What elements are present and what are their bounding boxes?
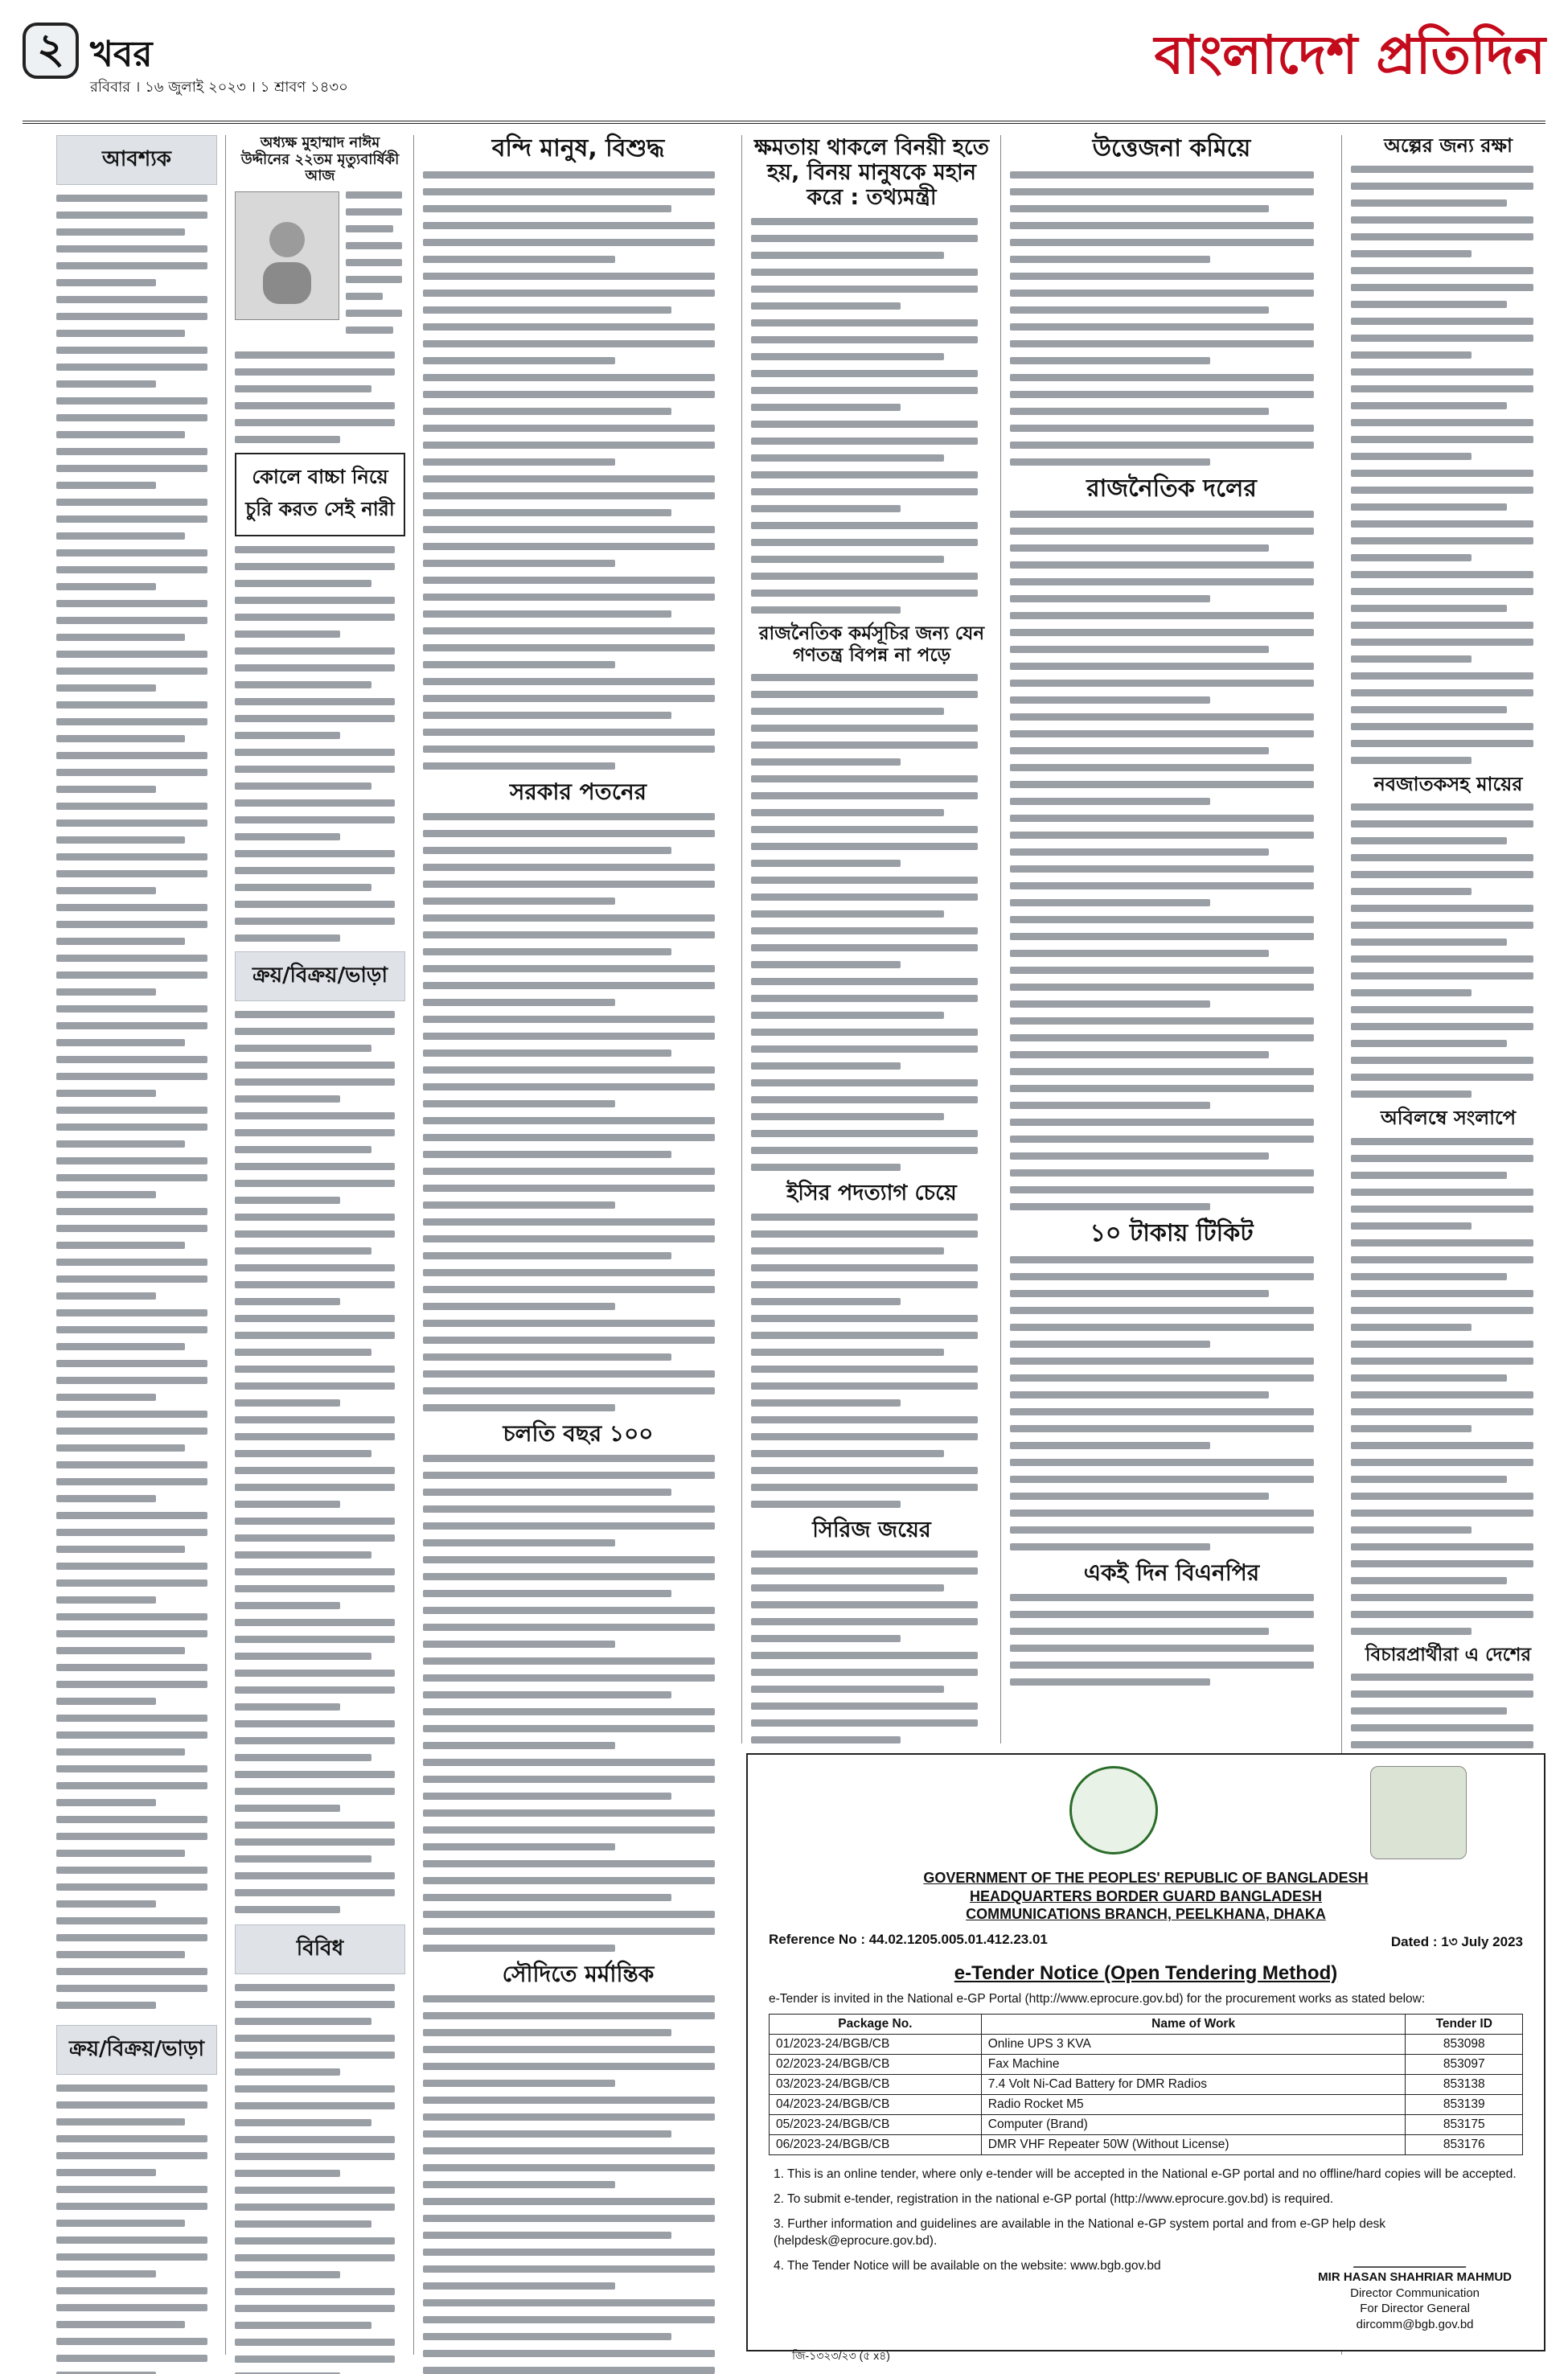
work-name: Fax Machine (981, 2055, 1406, 2075)
column-2 (235, 135, 405, 2374)
signatory-title: Director Communication (1350, 2286, 1480, 2300)
signature-block (1318, 2236, 1512, 2332)
tender-id: 853176 (1406, 2135, 1523, 2155)
reference-number: Reference No : 44.02.1205.005.01.412.23.01 (769, 1931, 1048, 1947)
org-line: HEADQUARTERS BORDER GUARD BANGLADESH (969, 1887, 1322, 1904)
column-3 (423, 135, 733, 2374)
section-title: খবর (90, 34, 153, 75)
column-divider (741, 135, 742, 1744)
signatory-for: For Director General (1360, 2302, 1470, 2315)
org-line: COMMUNICATIONS BRANCH, PEELKHANA, DHAKA (966, 1906, 1326, 1922)
tender-table (769, 2014, 1523, 2155)
story-headline: সৌদিতে মর্মান্তিক (502, 1960, 655, 1987)
package-no: 01/2023-24/BGB/CB (770, 2035, 982, 2055)
tender-id: 853175 (1406, 2115, 1523, 2135)
misc-title: বিবিধ (235, 1924, 405, 1974)
masthead-name: বাংলাদেশ প্রতিদিন (1154, 24, 1545, 86)
bgb-emblem-icon (1069, 1766, 1158, 1854)
column-header: Package No. (770, 2015, 982, 2035)
tender-note: 1. This is an online tender, where only e-tender will be accepted in the National e-GP portal and no offline/hard copies will be accepted. (774, 2167, 1517, 2182)
table-row (770, 2035, 1523, 2055)
table-row (770, 2115, 1523, 2135)
column-divider (1000, 135, 1001, 1744)
obituary-headline: অধ্যক্ষ মুহাম্মাদ নাঈম উদ্দীনের ২২তম মৃত্যুবার্ষিকী আজ (240, 134, 400, 185)
tender-note: 2. To submit e-tender, registration in the national e-GP portal (http://www.eprocure.gov.bd) is required. (774, 2192, 1334, 2207)
buy-sell-rent-title: ক্রয়/বিক্রয়/ভাড়া (235, 951, 405, 1001)
column-divider (225, 135, 226, 2355)
package-no: 03/2023-24/BGB/CB (770, 2075, 982, 2095)
portrait-photo (235, 191, 339, 320)
work-name: Online UPS 3 KVA (981, 2035, 1406, 2055)
tender-title: e-Tender Notice (Open Tendering Method) (954, 1961, 1338, 1984)
story-headline: রাজনৈতিক দলের (1086, 474, 1257, 503)
package-no: 05/2023-24/BGB/CB (770, 2115, 982, 2135)
tender-note: 4. The Tender Notice will be available on the website: www.bgb.gov.bd (774, 2259, 1161, 2273)
signatory-name: MIR HASAN SHAHRIAR MAHMUD (1318, 2270, 1512, 2284)
story-headline: ক্ষমতায় থাকলে বিনয়ী হতে হয়, বিনয় মানুষকে মহান করে : তথ্যমন্ত্রী (753, 135, 990, 211)
work-name: Computer (Brand) (981, 2115, 1406, 2135)
tender-date: Dated : 1৩ July 2023 (1390, 1933, 1523, 1949)
signature-mark (1353, 2236, 1477, 2268)
story-headline: অবিলম্বে সংলাপে (1381, 1107, 1516, 1130)
story-headline: রাজনৈতিক কর্মসূচির জন্য যেন গণতন্ত্র বিপন্ন না পড়ে (758, 623, 985, 666)
theft-headline-box: কোলে বাচ্চা নিয়ে চুরি করত সেই নারী (235, 453, 405, 536)
work-name: Radio Rocket M5 (981, 2095, 1406, 2115)
masthead (1154, 24, 1545, 86)
column-header: Name of Work (981, 2015, 1406, 2035)
tender-organization (769, 1869, 1523, 1924)
tender-id: 853097 (1406, 2055, 1523, 2075)
issue-date: রবিবার । ১৬ জুলাই ২০২৩ । ১ শ্রাবণ ১৪৩০ (90, 79, 348, 96)
story-headline: সিরিজ জয়ের (812, 1518, 931, 1543)
tender-note: 3. Further information and guidelines are available in the National e-GP system portal and from e-GP help desk (helpdesk@eprocure.gov.bd). (774, 2217, 1386, 2249)
story-headline: নবজাতকসহ মায়ের (1373, 772, 1523, 795)
column-header: Tender ID (1406, 2015, 1523, 2035)
table-row (770, 2135, 1523, 2155)
story-headline: সরকার পতনের (509, 778, 647, 805)
page-number: ২ (37, 24, 64, 73)
package-no: 02/2023-24/BGB/CB (770, 2055, 982, 2075)
package-no: 04/2023-24/BGB/CB (770, 2095, 982, 2115)
page-number-badge (23, 23, 79, 79)
e-tender-notice (746, 1753, 1545, 2351)
work-name: DMR VHF Repeater 50W (Without License) (981, 2135, 1406, 2155)
story-headline: বিচারপ্রার্থীরা এ দেশের (1365, 1644, 1532, 1665)
story-headline: উত্তেজনা কমিয়ে (1092, 134, 1251, 162)
table-row (770, 2055, 1523, 2075)
story-headline: চলতি বছর ১০০ (503, 1419, 654, 1447)
signatory-email: dircomm@bgb.gov.bd (1356, 2317, 1474, 2331)
package-no: 06/2023-24/BGB/CB (770, 2135, 982, 2155)
story-headline: বন্দি মানুষ, বিশুদ্ধ (491, 134, 665, 162)
table-row (770, 2095, 1523, 2115)
org-line: GOVERNMENT OF THE PEOPLES' REPUBLIC OF BANGLADESH (923, 1870, 1369, 1886)
story-headline: ইসির পদত্যাগ চেয়ে (786, 1181, 957, 1206)
tender-id: 853098 (1406, 2035, 1523, 2055)
column-divider (413, 135, 414, 2355)
classifieds-column (56, 135, 217, 2374)
story-headline: ১০ টাকায় টিকিট (1090, 1219, 1254, 1247)
classifieds-title: আবশ্যক (56, 135, 217, 185)
ad-code: জি-১৩২৩/২৩ (৫ x৪) (792, 2349, 890, 2362)
classifieds-title-2: ক্রয়/বিক্রয়/ভাড়া (56, 2025, 217, 2075)
tender-intro: e-Tender is invited in the National e-GP Portal (http://www.eprocure.gov.bd) for the procurement works as stated below: (769, 1991, 1426, 2006)
portrait-emblem-icon (1370, 1766, 1467, 1859)
work-name: 7.4 Volt Ni-Cad Battery for DMR Radios (981, 2075, 1406, 2095)
tender-id: 853139 (1406, 2095, 1523, 2115)
story-headline: অল্পের জন্য রক্ষা (1384, 134, 1513, 157)
table-row (770, 2075, 1523, 2095)
header-rule (23, 121, 1545, 124)
column-5 (1010, 135, 1333, 1695)
story-headline: একই দিন বিএনপির (1083, 1559, 1260, 1586)
tender-id: 853138 (1406, 2075, 1523, 2095)
